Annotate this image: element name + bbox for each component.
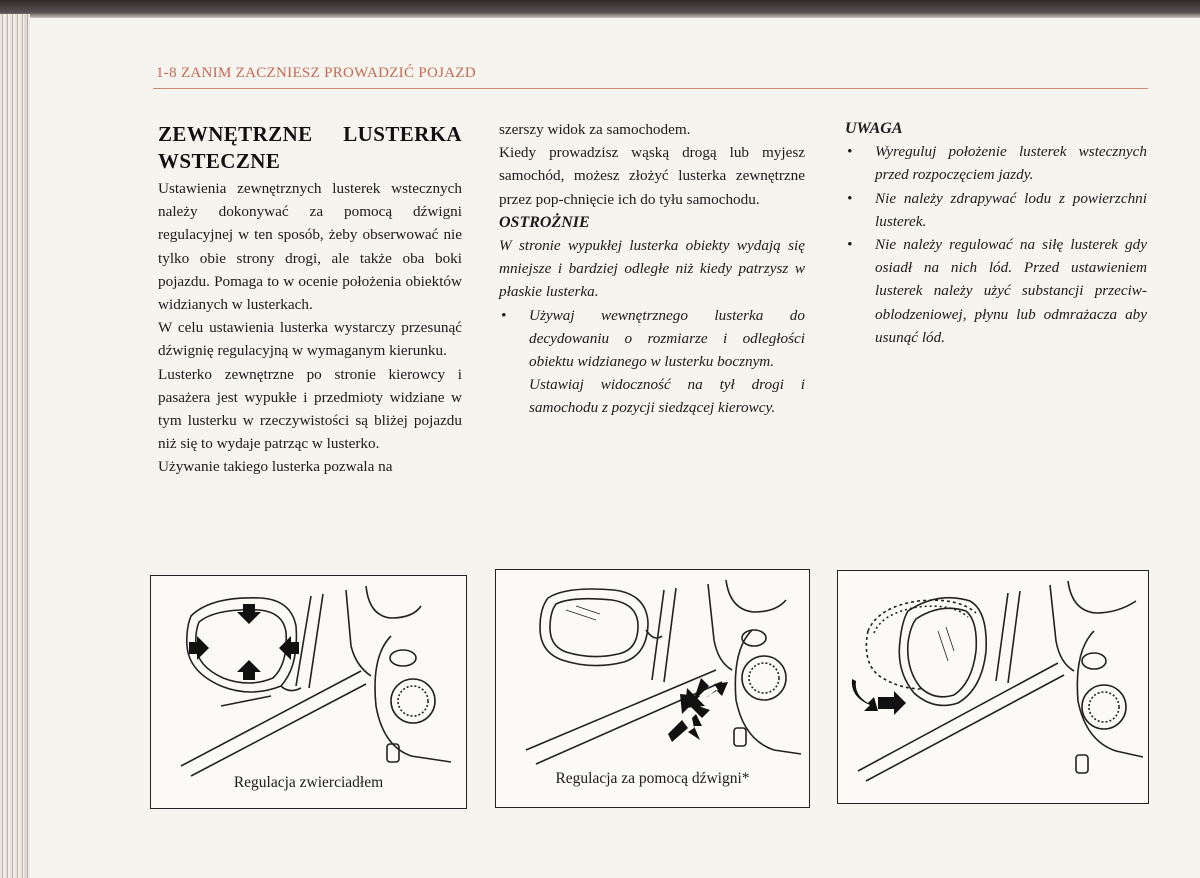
- column-2: [499, 118, 805, 420]
- caution-title: OSTROŻNIE: [499, 213, 590, 231]
- list-item: [499, 304, 805, 374]
- list-item-text: Nie należy regulować na siłę lusterek gdy osiadł na nich lód. Przed ustawieniem lusterek należy użyć substancji przeciw-oblodzeniowej, płynu lub odmrażacza aby usunąć lód.: [875, 236, 1147, 346]
- paragraph: Używanie takiego lusterka pozwala na: [158, 458, 393, 476]
- header-rule: [153, 88, 1148, 89]
- paragraph: Lusterko zewnętrzne po stronie kierowcy i pasażera jest wypukłe i przedmioty widziane w tym lusterku w rzeczywistości są bliżej pojazdu niż się to wydaje patrząc w lusterko.: [158, 365, 462, 453]
- figure-mirror-glass-adjustment: [150, 575, 467, 809]
- figure-lever-adjustment: [495, 569, 810, 808]
- caution-list: [499, 304, 805, 374]
- list-item: [845, 140, 1147, 186]
- figure-caption: Regulacja zwierciadłem: [233, 774, 384, 791]
- column-3: [845, 117, 1147, 349]
- figure-caption: Regulacja za pomocą dźwigni*: [555, 770, 750, 787]
- figure-mirror-folding: [837, 570, 1149, 804]
- note-list: [845, 140, 1147, 349]
- caution-text: W stronie wypukłej lusterka obiekty wydają się mniejsze i bardziej odległe niż kiedy patrzysz w płaskie lusterka.: [499, 237, 805, 301]
- page-edges: [0, 14, 30, 878]
- paragraph: szerszy widok za samochodem.: [499, 121, 691, 138]
- column-1: [158, 121, 462, 479]
- caution-continuation: Ustawiaj widoczność na tył drogi i samochodu z pozycji siedzącej kierowcy.: [529, 376, 805, 417]
- list-item: [845, 187, 1147, 233]
- section-title: ZEWNĘTRZNE LUSTERKA WSTECZNE: [158, 122, 462, 173]
- list-item-text: Używaj wewnętrznego lusterka do decydowaniu o rozmiarze i odległości obiektu widzianego w lusterku bocznym.: [529, 306, 805, 371]
- paragraph: Kiedy prowadzisz wąską drogą lub myjesz samochód, możesz złożyć lusterka zewnętrzne przez pop-chnięcie ich do tyłu samochodu.: [499, 144, 805, 208]
- paragraph: Ustawienia zewnętrznych lusterek wstecznych należy dokonywać za pomocą dźwigni regulacyjnej w ten sposób, żeby obserwować nie tylko obie strony drogi, ale także oba boki pojazdu. Pomaga to w ocenie położenia obiektów widzianych w lusterkach.: [158, 180, 462, 314]
- book-top-shadow: [0, 0, 1200, 18]
- paragraph: W celu ustawienia lusterka wystarczy przesunąć dźwignię regulacyjną w wymaganym kierunku.: [158, 319, 462, 360]
- list-item-text: Nie należy zdrapywać lodu z powierzchni lusterek.: [875, 189, 1147, 230]
- page-header: 1-8 ZANIM ZACZNIESZ PROWADZIĆ POJAZD: [156, 65, 476, 81]
- note-title: UWAGA: [845, 120, 903, 137]
- folding-illustration: [838, 571, 1148, 803]
- list-item: [845, 233, 1147, 349]
- list-item-text: Wyreguluj położenie lusterek wstecznych przed rozpoczęciem jazdy.: [875, 143, 1147, 184]
